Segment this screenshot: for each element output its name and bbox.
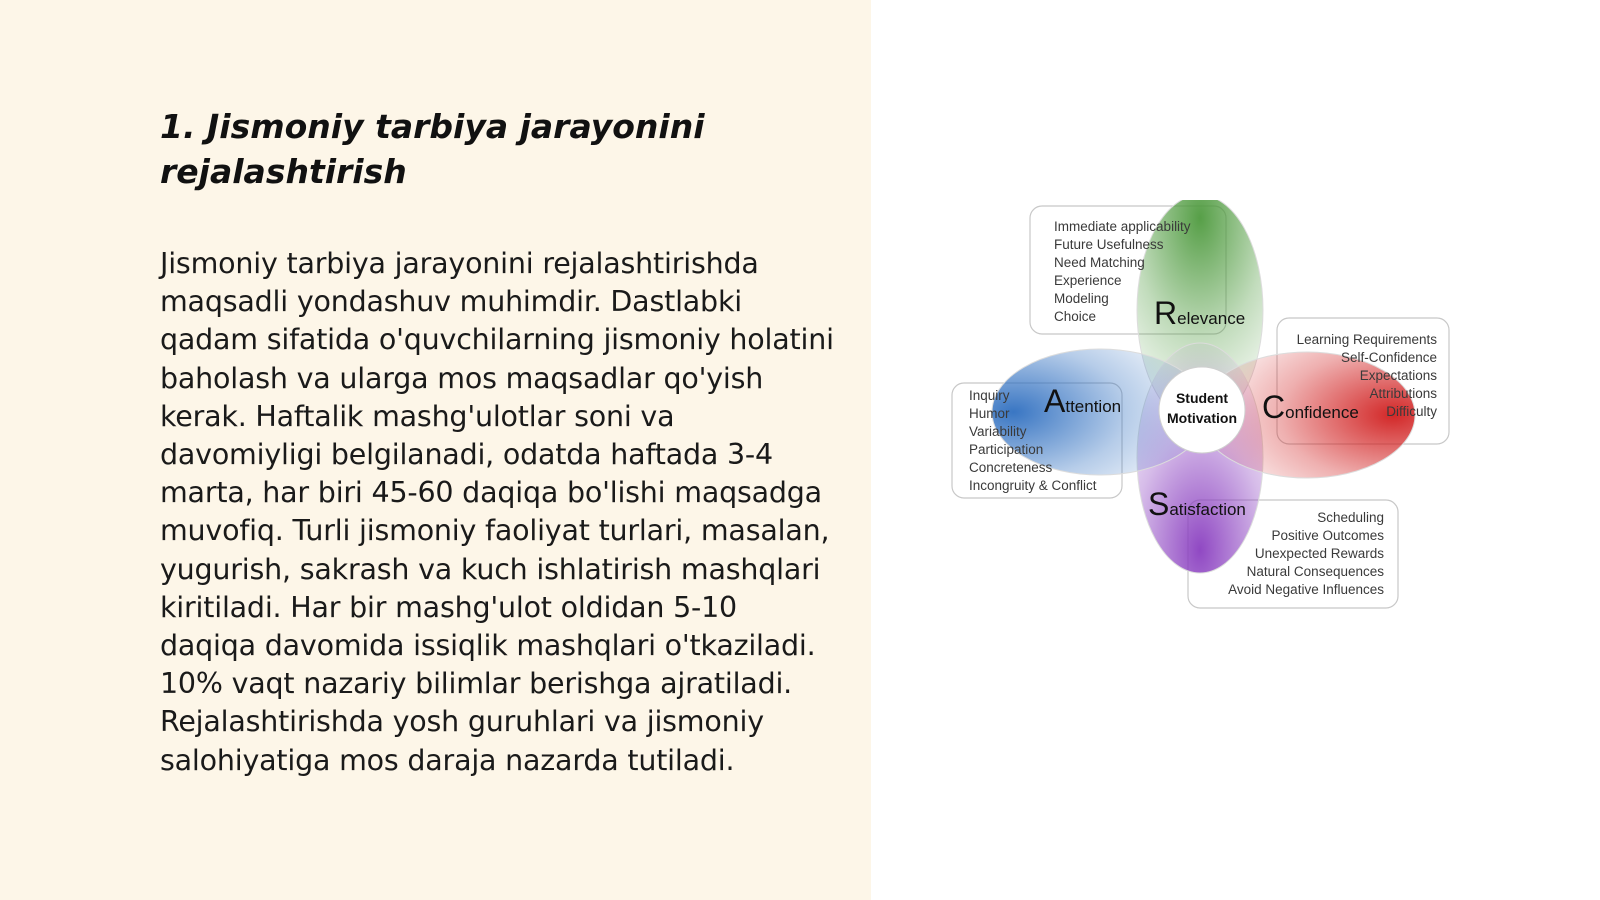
satisfaction-initial: S xyxy=(1148,486,1170,522)
relevance-item: Need Matching xyxy=(1054,255,1145,270)
relevance-item: Modeling xyxy=(1054,291,1109,306)
attention-rest: ttention xyxy=(1065,397,1122,416)
satisfaction-item: Positive Outcomes xyxy=(1271,528,1384,543)
satisfaction-item: Unexpected Rewards xyxy=(1254,546,1384,561)
relevance-item: Future Usefulness xyxy=(1054,237,1164,252)
slide-body-text: Jismoniy tarbiya jarayonini rejalashtirishda maqsadli yondashuv muhimdir. Dastlabki qadam sifatida o'quvchilarning jismoniy holatini baholash va ularga mos maqsadlar qo'yish kerak. Haftalik mashg'ulotlar soni va davomiyligi belgilanadi, odatda haftada 3-4 marta, har biri 45-60 daqiqa bo'lishi maqsadga muvofiq. Turli jismoniy faoliyat turlari, masalan, yugurish, sakrash va kuch ishlatirish mashqlari kiritiladi. Har bir mashg'ulot oldidan 5-10 daqiqa davomida issiqlik mashqlari o'tkaziladi. 10% vaqt nazariy bilimlar berishga ajratiladi. Rejalashtirishda yosh guruhlari va jismoniy salohiyatiga mos daraja nazarda tutiladi. xyxy=(160,247,834,777)
confidence-item: Expectations xyxy=(1359,368,1437,383)
attention-item: Concreteness xyxy=(969,460,1053,475)
relevance-item: Immediate applicability xyxy=(1054,219,1191,234)
relevance-item: Choice xyxy=(1054,309,1097,324)
relevance-item: Experience xyxy=(1054,273,1122,288)
center-label-line-2: Motivation xyxy=(1167,410,1237,426)
attention-item: Inquiry xyxy=(969,388,1010,403)
attention-initial: A xyxy=(1044,383,1066,419)
confidence-item: Learning Requirements xyxy=(1296,332,1437,347)
relevance-rest: elevance xyxy=(1177,309,1246,328)
satisfaction-item: Avoid Negative Influences xyxy=(1228,582,1384,597)
satisfaction-rest: atisfaction xyxy=(1169,500,1246,519)
relevance-initial: R xyxy=(1154,295,1178,331)
confidence-item: Self-Confidence xyxy=(1340,350,1437,365)
title-line-2: rejalashtirish xyxy=(160,152,407,191)
confidence-rest: onfidence xyxy=(1285,403,1359,422)
center-label-line-1: Student xyxy=(1175,390,1229,406)
satisfaction-item: Scheduling xyxy=(1317,510,1384,525)
slide-title xyxy=(160,104,820,194)
attention-item: Incongruity & Conflict xyxy=(969,478,1097,493)
arcs-motivation-diagram xyxy=(940,200,1460,620)
attention-item: Humor xyxy=(969,406,1010,421)
title-line-1: 1. Jismoniy tarbiya jarayonini xyxy=(160,107,705,146)
confidence-item: Difficulty xyxy=(1386,404,1437,419)
satisfaction-item: Natural Consequences xyxy=(1246,564,1384,579)
attention-item: Participation xyxy=(969,442,1044,457)
confidence-item: Attributions xyxy=(1369,386,1437,401)
attention-item: Variability xyxy=(969,424,1027,439)
confidence-initial: C xyxy=(1262,389,1286,425)
